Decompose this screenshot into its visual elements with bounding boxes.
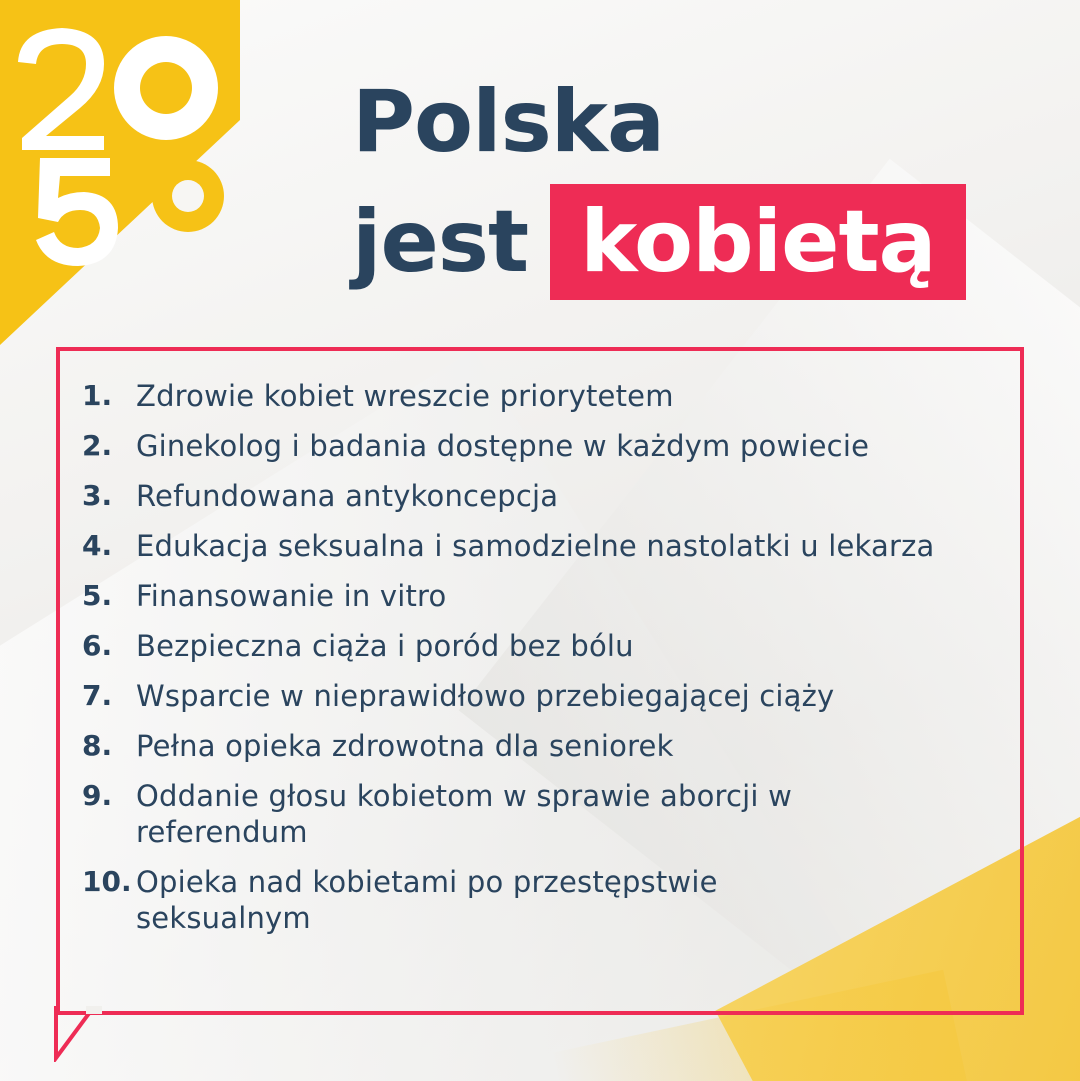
list-item-text: Opieka nad kobietami po przestępstwie seksualnym — [136, 865, 718, 935]
headline-word-jest: jest — [352, 192, 529, 292]
polska-2050-logo — [0, 0, 240, 345]
list-item-number: 10. — [82, 865, 132, 898]
list-item-text: Bezpieczna ciąża i poród bez bólu — [136, 629, 634, 663]
list-item-text: Wsparcie w nieprawidłowo przebiegającej ciąży — [136, 679, 835, 713]
list-item-number: 8. — [82, 729, 113, 762]
list-item-number: 3. — [82, 479, 113, 512]
list-item — [82, 478, 1012, 514]
headline-highlight-kobieta: kobietą — [550, 184, 965, 300]
list-item-number: 5. — [82, 579, 113, 612]
list-item-text: Edukacja seksualna i samodzielne nastolatki u lekarza — [136, 529, 935, 563]
list-item — [82, 864, 1012, 936]
list-item-text: Ginekolog i badania dostępne w każdym powiecie — [136, 429, 870, 463]
list-item-number: 4. — [82, 529, 113, 562]
list-item-number: 6. — [82, 629, 113, 662]
list-item — [82, 628, 1012, 664]
list-item-text: Refundowana antykoncepcja — [136, 479, 559, 513]
list-item-number: 9. — [82, 779, 113, 812]
speech-bubble-tail — [52, 1006, 102, 1062]
list-item — [82, 678, 1012, 714]
list-item — [82, 778, 1012, 850]
list-item-text: Finansowanie in vitro — [136, 579, 447, 613]
list-item — [82, 528, 1012, 564]
priorities-list — [82, 378, 1012, 950]
list-item-number: 7. — [82, 679, 113, 712]
list-item-number: 1. — [82, 379, 113, 412]
list-item-number: 2. — [82, 429, 113, 462]
list-item — [82, 728, 1012, 764]
headline-line-1: Polska — [352, 72, 665, 172]
list-item-text: Zdrowie kobiet wreszcie priorytetem — [136, 379, 674, 413]
headline — [352, 72, 966, 300]
list-item-text: Pełna opieka zdrowotna dla seniorek — [136, 729, 674, 763]
list-item-text: Oddanie głosu kobietom w sprawie aborcji w referendum — [136, 779, 792, 849]
headline-line-2 — [352, 184, 966, 300]
list-item — [82, 378, 1012, 414]
list-item — [82, 578, 1012, 614]
list-item — [82, 428, 1012, 464]
